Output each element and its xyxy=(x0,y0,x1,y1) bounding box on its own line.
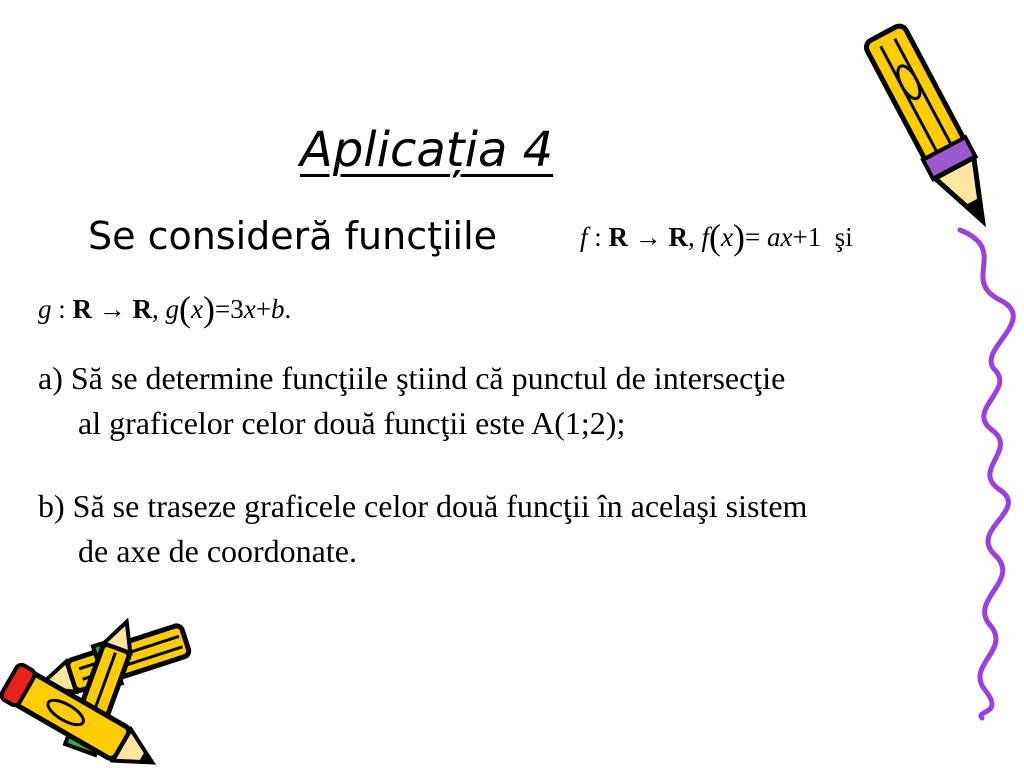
f-expr-c: 1 xyxy=(807,222,822,252)
f-rparen: ) xyxy=(733,217,746,257)
pencils-icon xyxy=(0,615,220,765)
f-codomain: R xyxy=(668,222,689,252)
task-a-line1: a) Să se determine funcţiile ştiind că punctul de intersecţie xyxy=(38,360,786,396)
f-domain: R xyxy=(608,222,629,252)
task-a xyxy=(38,356,998,446)
f-name: f xyxy=(580,222,588,252)
g-period: . xyxy=(284,294,292,324)
task-b xyxy=(38,484,998,574)
slide-title: Aplicația 4 xyxy=(300,122,554,178)
f-colon: : xyxy=(594,222,602,252)
f-comma: , xyxy=(688,222,695,252)
f-arrow: → xyxy=(634,222,662,252)
task-a-line2: al graficelor celor două funcţii este A(1;2); xyxy=(78,405,626,441)
g-comma: , xyxy=(152,294,159,324)
g-lparen: ( xyxy=(179,289,192,329)
f-expr-a: ax xyxy=(767,222,793,252)
g-rparen: ) xyxy=(203,289,215,329)
g-colon: : xyxy=(58,294,66,324)
f-equals: = xyxy=(745,222,761,252)
g-var: x xyxy=(191,294,203,324)
intro-text: Se consideră funcţiile xyxy=(88,214,498,258)
f-fname: f xyxy=(701,222,710,252)
g-fname: g xyxy=(165,294,180,324)
g-plus: + xyxy=(255,294,271,324)
f-conj: şi xyxy=(834,222,853,252)
g-coef: 3 xyxy=(230,294,244,324)
g-var2: x xyxy=(243,294,256,324)
task-b-line1: b) Să se traseze graficele celor două funcţii în acelaşi sistem xyxy=(38,488,808,524)
g-codomain: R xyxy=(132,294,153,324)
f-var: x xyxy=(721,222,734,252)
task-b-line2: de axe de coordonate. xyxy=(78,533,357,569)
pencil-icon xyxy=(860,0,1010,250)
g-arrow: → xyxy=(98,294,126,324)
g-domain: R xyxy=(72,294,93,324)
g-expr-b: b xyxy=(270,294,285,324)
f-plus: + xyxy=(792,222,808,252)
g-definition xyxy=(38,289,292,329)
g-equals: = xyxy=(215,294,231,324)
f-definition xyxy=(580,217,853,257)
f-lparen: ( xyxy=(709,217,722,257)
g-name: g xyxy=(38,294,52,324)
